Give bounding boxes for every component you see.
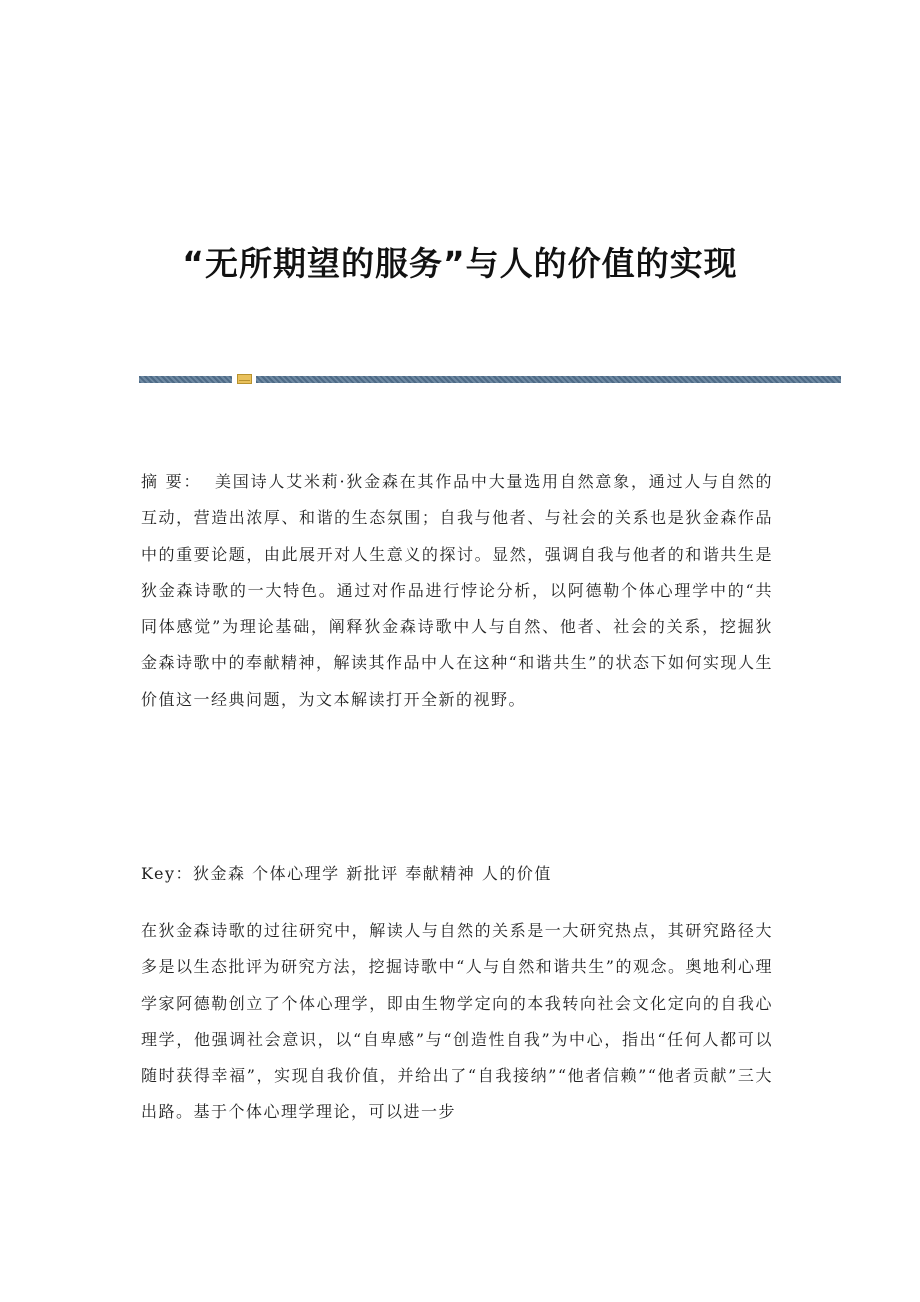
abstract-text: 美国诗人艾米莉·狄金森在其作品中大量选用自然意象，通过人与自然的互动，营造出浓厚、和谐的生态氛围；自我与他者、与社会的关系也是狄金森作品中的重要论题，由此展开对人生意义的探讨。显然，强调自我与他者的和谐共生是狄金森诗歌的一大特色。通过对作品进行悖论分析，以阿德勒个体心理学中的“共同体感觉”为理论基础，阐释狄金森诗歌中人与自然、他者、社会的关系，挖掘狄金森诗歌中的奉献精神，解读其作品中人在这种“和谐共生”的状态下如何实现人生价值这一经典问题，为文本解读打开全新的视野。 — [141, 472, 774, 709]
body-paragraph: 在狄金森诗歌的过往研究中，解读人与自然的关系是一大研究热点，其研究路径大多是以生态批评为研究方法，挖掘诗歌中“人与自然和谐共生”的观念。奥地利心理学家阿德勒创立了个体心理学，即由生物学定向的本我转向社会文化定向的自我心理学，他强调社会意识，以“自卑感”与“创造性自我”为中心，指出“任何人都可以随时获得幸福”，实现自我价值，并给出了“自我接纳”“他者信赖”“他者贡献”三大出路。基于个体心理学理论，可以进一步 — [141, 921, 773, 1122]
document-title: “无所期望的服务”与人的价值的实现 — [182, 244, 738, 284]
title-divider — [139, 374, 841, 384]
keywords-text: 狄金森 个体心理学 新批评 奉献精神 人的价值 — [193, 864, 552, 883]
abstract-label: 摘 要： — [141, 472, 202, 491]
envelope-icon — [237, 374, 252, 384]
abstract — [141, 464, 773, 718]
keywords-label: Key： — [141, 864, 194, 883]
divider-bar-left — [139, 376, 232, 383]
keywords — [141, 856, 773, 892]
divider-bar-right — [256, 376, 841, 383]
